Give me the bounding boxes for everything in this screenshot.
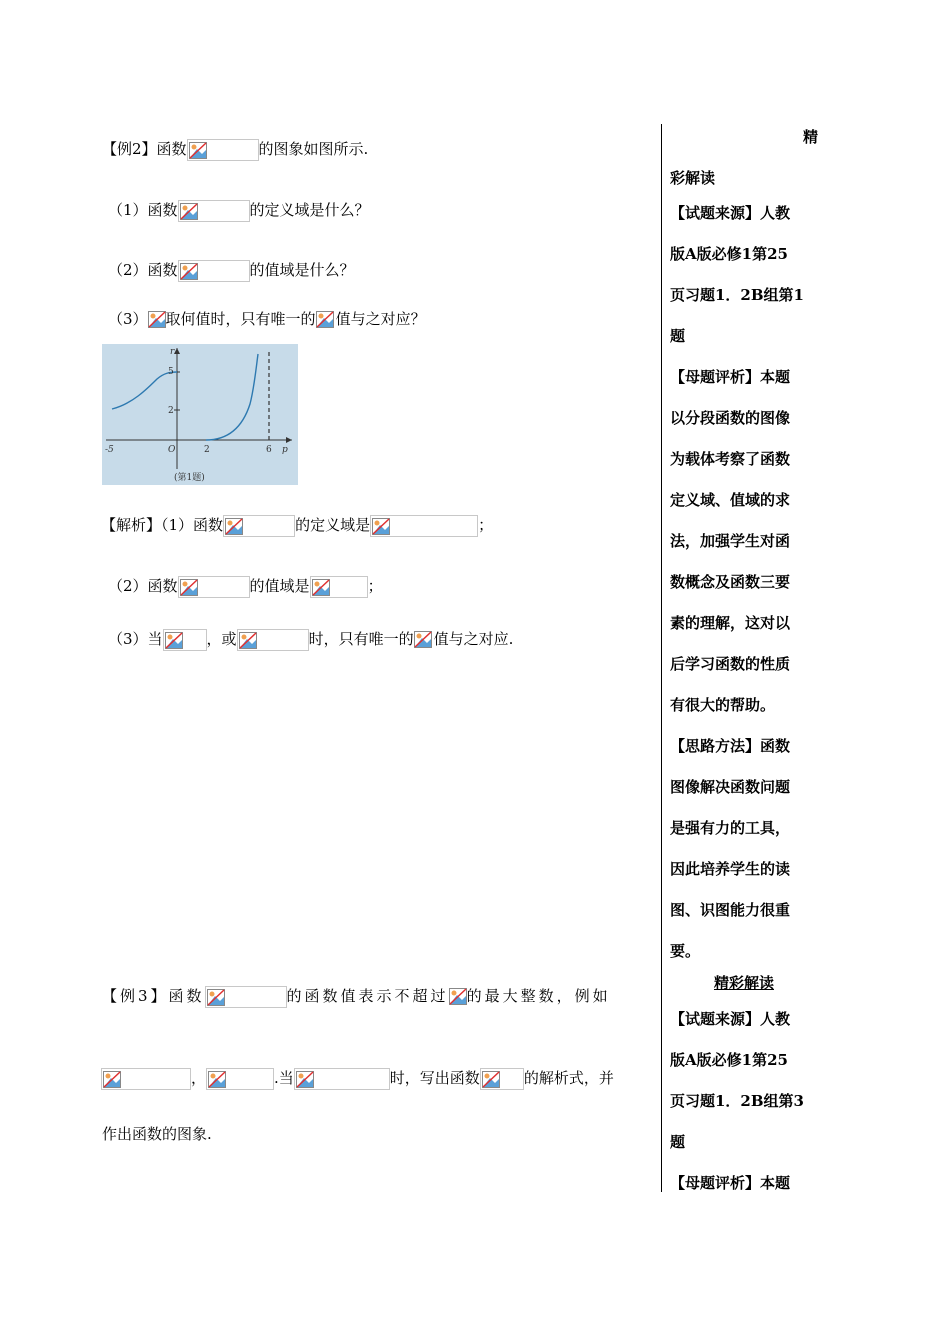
tick-label-y5: 5 [168,367,174,377]
tick-label-origin: O [168,445,176,455]
text: 【例3】函数 [102,987,205,1005]
text: 时，只有唯一的 [308,630,414,648]
text: 时，写出函数 [389,1069,480,1087]
sidebar-line: 有很大的帮助。 [670,696,776,714]
formula-image [205,986,287,1008]
formula-image [310,576,368,598]
curve-right [206,354,258,440]
column-divider [661,124,662,1192]
text: 的定义域是 [295,516,371,534]
formula-image [163,629,207,651]
text: 的定义域是什么？ [249,201,370,219]
sidebar-block-2 [670,999,818,1204]
sidebar-line: 题 [670,327,686,345]
text: （2）函数 [108,261,178,279]
y-axis-arrow [174,348,180,354]
tick-label-x6: 6 [266,445,272,455]
text: ； [478,516,494,534]
sidebar-line: 【母题评析】本题 [670,368,791,386]
example2-title [102,139,368,161]
formula-image [206,1068,274,1090]
sidebar-line: 为载体考察了函数 [670,450,791,468]
formula-image [148,309,166,331]
sidebar-line: 页习题1．2B组第3 [670,1092,804,1110]
sidebar-line: 素的理解，这对以 [670,614,791,632]
tick-label-y2: 2 [168,406,174,416]
formula-image [101,1068,191,1090]
text: .当 [274,1069,294,1087]
sidebar-line: 因此培养学生的读 [670,860,791,878]
sidebar-line: 以分段函数的图像 [670,409,791,427]
text: 作出函数的图象. [102,1125,212,1143]
formula-image [178,200,250,222]
text: 的函数值表示不超过 [286,987,449,1005]
x-axis-variable: p [282,445,288,455]
sidebar-block-1 [670,193,818,972]
text: 值与之对应？ [335,310,426,328]
y-axis-variable: r [170,347,175,357]
example3-line-2 [101,1068,614,1090]
text: 的图象如图所示. [258,140,369,158]
text: 精 [802,128,818,146]
formula-image [178,260,250,282]
text: 的值域是什么？ [249,261,355,279]
x-axis-arrow [286,437,292,443]
text: 彩解读 [670,169,716,187]
text: ； [367,577,383,595]
sidebar-line: 定义域、值域的求 [670,491,791,509]
formula-image [187,139,259,161]
sidebar-line: 后学习函数的性质 [670,655,791,673]
text: 的值域是 [249,577,310,595]
text: 取何值时，只有唯一的 [165,310,316,328]
sidebar-line: 【试题来源】人教 [670,1010,791,1028]
formula-image [480,1068,524,1090]
text: 值与之对应. [433,630,514,648]
sidebar-line: 要。 [670,942,701,960]
sidebar-line: 是强有力的工具， [670,819,791,837]
tick-label-x2: 2 [204,445,210,455]
text: （2）函数 [108,577,178,595]
text: 【例2】函数 [102,140,187,158]
function-graph-figure [102,344,298,485]
sidebar-line: 页习题1．2B组第1 [670,286,804,304]
sidebar-line: 图像解决函数问题 [670,778,791,796]
graph-svg [102,344,298,485]
example3-line-1 [102,986,611,1008]
sidebar-line: 图、识图能力很重 [670,901,791,919]
curve-left [112,372,177,409]
solution-line-2 [108,576,383,598]
text: （3）当 [108,630,163,648]
text: （3） [108,310,148,328]
sidebar-line: 【母题评析】本题 [670,1174,791,1192]
text: 精彩解读 [713,974,774,992]
formula-image [449,986,467,1008]
sidebar-line: 【思路方法】函数 [670,737,791,755]
sidebar-heading-1a [670,117,818,158]
sidebar-line: 法，加强学生对函 [670,532,791,550]
sidebar-line: 版A版必修1第25 [670,1051,788,1069]
tick-label-x-neg5: -5 [105,445,114,455]
text: （1）函数 [108,201,178,219]
sidebar-line: 题 [670,1133,686,1151]
formula-image [178,576,250,598]
text: ，或 [206,630,237,648]
formula-image [370,515,478,537]
figure-caption: (第1题) [174,473,205,483]
text: ， [191,1069,207,1087]
sidebar-line: 版A版必修1第25 [670,245,788,263]
text: 的最大整数，例如 [466,987,611,1005]
formula-image [223,515,295,537]
text: 【解析】 [101,516,162,534]
question-2 [108,260,355,282]
formula-image [237,629,309,651]
sidebar-line: 【试题来源】人教 [670,204,791,222]
question-3 [108,309,426,331]
text: （1）函数 [161,516,224,534]
formula-image [414,629,434,651]
question-1 [108,200,370,222]
sidebar-heading-2 [670,963,818,1004]
solution-line-1 [101,515,493,537]
formula-image [294,1068,390,1090]
text: 的解析式，并 [523,1069,614,1087]
formula-image [316,309,336,331]
solution-line-3 [108,629,513,651]
sidebar-line: 数概念及函数三要 [670,573,791,591]
example3-line-3 [102,1124,212,1144]
